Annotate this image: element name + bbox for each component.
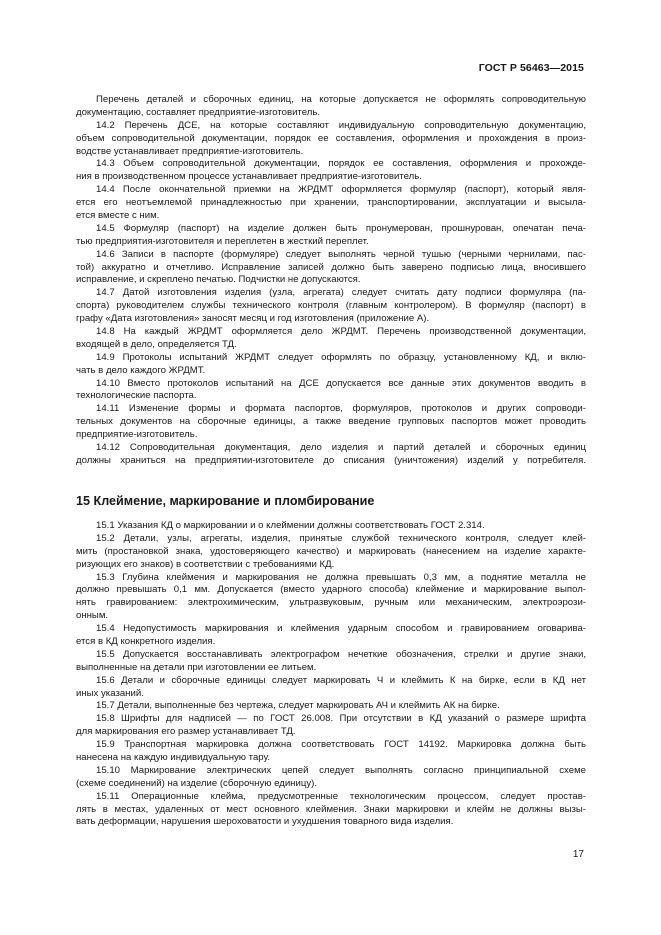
text-line: графу «Дата изготовления» заносят месяц и год изготовления (приложение А). xyxy=(76,313,430,325)
text-line: ется его неотъемлемой принадлежностью при хранении, транспортировании, эксплуатации и высыла- xyxy=(76,197,586,209)
text-line: 14.9 Протоколы испытаний ЖРДМТ следует оформлять по образцу, установленному КД, и вклю- xyxy=(96,351,586,363)
text-line: 15.8 Шрифты для надписей — по ГОСТ 26.008. При отсутствии в КД указаний о размере шрифта xyxy=(96,713,586,725)
text-line: водстве устанавливает предприятие-изготовитель. xyxy=(76,145,304,157)
page-number: 17 xyxy=(572,849,584,860)
text-block-section-15 xyxy=(76,520,586,829)
text-line: Перечень деталей и сборочных единиц, на которые допускается не оформлять сопроводительную xyxy=(96,94,586,105)
text-line: лять в местах, удаленных от мест основного клеймения. Знаки маркировки и клейм не должны вызы- xyxy=(76,803,586,815)
text-line: 14.7 Датой изготовления изделия (узла, агрегата) следует считать дату подписи формуляра (па- xyxy=(96,287,586,299)
text-line: 15.2 Детали, узлы, агрегаты, изделия, принятые службой технического контроля, следует клей- xyxy=(96,532,586,544)
text-line: выполненные на детали при изготовлении ее литьем. xyxy=(76,661,317,673)
text-line: технологические паспорта. xyxy=(76,390,197,402)
text-line: 14.10 Вместо протоколов испытаний на ДСЕ допускается все данные этих документов вводить в xyxy=(96,377,586,389)
text-line: должны храниться на предприятии-изготовителе до списания (уничтожения) изделий у потребителя. xyxy=(76,454,586,466)
text-line: ния в производственном процессе устанавливает предприятие-изготовитель. xyxy=(76,171,422,183)
text-line: 14.8 На каждый ЖРДМТ оформляется дело ЖРДМТ. Перечень производственной документации, xyxy=(96,326,586,338)
text-line: 14.4 После окончательной приемки на ЖРДМТ оформляется формуляр (паспорт), который явля- xyxy=(96,184,586,196)
text-line: чать в дело каждого ЖРДМТ. xyxy=(76,364,206,376)
text-line: (схеме соединений) на изделие (сборочную единицу). xyxy=(76,777,317,789)
text-line: 15.9 Транспортная маркировка должна соответствовать ГОСТ 14192. Маркировка должна быть xyxy=(96,739,586,751)
text-line: иных указаний. xyxy=(76,687,144,699)
text-line: тью предприятия-изготовителя и переплетен в жесткий переплет. xyxy=(76,235,369,247)
text-block-section-14 xyxy=(76,94,586,468)
text-line: той) аккуратно и отчетливо. Исправление записей должно быть заверено подписью лица, вносившего xyxy=(76,261,586,273)
text-line: нять гравированием: электрохимическим, ультразвуковым, ручным или механическим, электроэрози- xyxy=(76,597,586,609)
text-line: 14.6 Записи в паспорте (формуляре) следует выполнять черной тушью (черными чернилами, пас- xyxy=(96,248,586,260)
text-line: предприятие-изготовитель. xyxy=(76,429,198,441)
text-line: тельных документов на сборочные единицы, а также введение групповых паспортов может проводить xyxy=(76,416,586,428)
text-line: 15.1 Указания КД о маркировании и о клеймении должны соответствовать ГОСТ 2.314. xyxy=(96,520,485,531)
text-line: ется в КД конкретного изделия. xyxy=(76,636,216,648)
text-line: для маркирования его размер устанавливает ТД. xyxy=(76,726,296,738)
text-line: 15.4 Недопустимость маркирования и клеймения ударным способом и гравированием оговарива- xyxy=(96,623,586,635)
text-line: нанесена на каждую индивидуальную тару. xyxy=(76,752,271,764)
document-header-id: ГОСТ Р 56463—2015 xyxy=(478,62,584,74)
text-line: 15.3 Глубина клеймения и маркирования не должна превышать 0,3 мм, а поднятие металла не xyxy=(96,571,586,583)
text-line: входящей в дело, определяется ТД. xyxy=(76,338,237,350)
text-line: 14.5 Формуляр (паспорт) на изделие должен быть пронумерован, прошнурован, опечатан печа- xyxy=(96,222,586,234)
text-line: 15.7 Детали, выполненные без чертежа, следует маркировать АЧ и клеймить АК на бирке. xyxy=(96,700,500,712)
text-line: документацию, составляет предприятие-изготовитель. xyxy=(76,106,320,118)
text-line: 15.10 Маркирование электрических цепей следует выполнять согласно принципиальной схеме xyxy=(96,764,586,776)
text-line: 15.11 Операционные клейма, предусмотренные технологическим процессом, следует простав- xyxy=(96,790,586,802)
text-line: 14.12 Сопроводительная документация, дело изделия и партий деталей и сборочных единиц xyxy=(96,442,586,454)
text-line: 15.5 Допускается восстанавливать электрографом нечеткие обозначения, стрелки и другие знаки, xyxy=(96,648,586,660)
text-line: онным. xyxy=(76,610,109,622)
text-line: ется вместе с ним. xyxy=(76,210,160,222)
text-line: 15.6 Детали и сборочные единицы следует маркировать Ч и клеймить К на бирке, если в КД нет xyxy=(96,674,586,686)
text-line: исправление, и скреплено печатью. Подчистки не допускаются. xyxy=(76,274,361,286)
text-line: 14.3 Объем сопроводительной документации, порядок ее составления, оформления и прохожде- xyxy=(96,158,586,170)
section-heading: 15 Клеймение, маркирование и пломбирование xyxy=(76,494,375,508)
text-line: объем сопроводительной документации, порядок ее составления, оформления и прохождения в произ- xyxy=(76,132,586,144)
text-line: ризующих его знаков) в соответствии с требованиями КД. xyxy=(76,558,335,570)
text-line: должно превышать 0,1 мм. Допускается (вместо ударного способа) клеймение и маркирование выпол- xyxy=(76,584,586,596)
text-line: 14.11 Изменение формы и формата паспортов, формуляров, протоколов и других сопроводи- xyxy=(96,403,586,415)
text-line: спорта) руководителем службы технического контроля (главным контролером). В формуляр (паспорт) в xyxy=(76,300,586,312)
text-line: вать деформации, нарушения шероховатости и ухудшения товарного вида изделия. xyxy=(76,816,454,828)
text-line: 14.2 Перечень ДСЕ, на которые составляют индивидуальную сопроводительную документацию, xyxy=(96,119,586,131)
text-line: мить (простановкой знака, удостоверяющего качество) и маркировать (нанесением на изделие характе- xyxy=(76,545,586,557)
